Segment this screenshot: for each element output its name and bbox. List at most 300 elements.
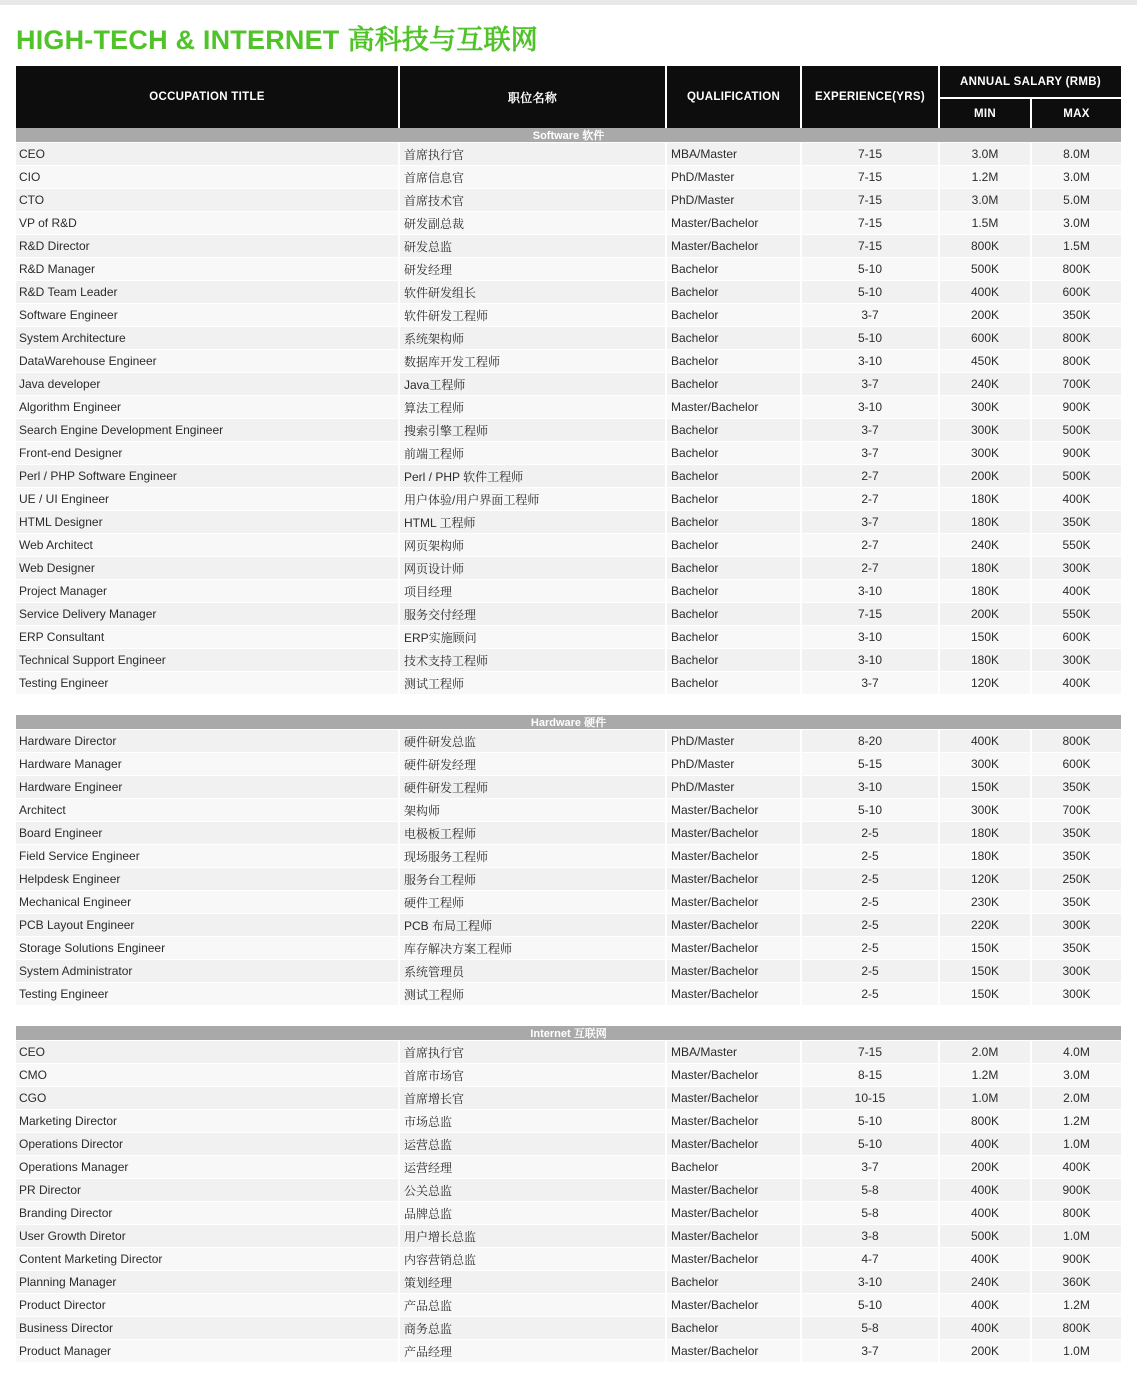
cell-qualification: MBA/Master	[665, 143, 800, 165]
cell-title-zh: 品牌总监	[398, 1202, 665, 1224]
col-header-max: MAX	[1030, 97, 1121, 128]
cell-occupation: System Architecture	[16, 327, 398, 349]
cell-experience: 3-10	[800, 776, 938, 798]
cell-title-zh: 产品经理	[398, 1340, 665, 1362]
cell-occupation: Front-end Designer	[16, 442, 398, 464]
cell-title-zh: 技术支持工程师	[398, 649, 665, 671]
cell-salary-max: 350K	[1030, 937, 1121, 959]
cell-title-zh: 测试工程师	[398, 672, 665, 694]
cell-salary-max: 900K	[1030, 1179, 1121, 1201]
cell-salary-max: 600K	[1030, 753, 1121, 775]
cell-title-zh: 首席执行官	[398, 143, 665, 165]
cell-title-zh: 首席执行官	[398, 1041, 665, 1063]
cell-salary-min: 150K	[938, 983, 1030, 1005]
cell-salary-max: 800K	[1030, 1317, 1121, 1339]
cell-salary-max: 800K	[1030, 350, 1121, 372]
cell-qualification: Master/Bachelor	[665, 914, 800, 936]
cell-qualification: Master/Bachelor	[665, 1340, 800, 1362]
cell-title-zh: 运营总监	[398, 1133, 665, 1155]
cell-experience: 3-10	[800, 626, 938, 648]
cell-experience: 2-7	[800, 557, 938, 579]
cell-experience: 2-5	[800, 845, 938, 867]
cell-salary-min: 230K	[938, 891, 1030, 913]
cell-occupation: Storage Solutions Engineer	[16, 937, 398, 959]
cell-occupation: Web Designer	[16, 557, 398, 579]
cell-salary-max: 350K	[1030, 511, 1121, 533]
cell-salary-max: 400K	[1030, 580, 1121, 602]
cell-salary-max: 4.0M	[1030, 1041, 1121, 1063]
cell-qualification: Master/Bachelor	[665, 1110, 800, 1132]
cell-salary-max: 400K	[1030, 1156, 1121, 1178]
table-row	[16, 534, 1121, 557]
col-header-title-zh: 职位名称	[398, 66, 665, 128]
table-row	[16, 1064, 1121, 1087]
cell-title-zh: 硬件工程师	[398, 891, 665, 913]
cell-qualification: Bachelor	[665, 488, 800, 510]
cell-qualification: Bachelor	[665, 649, 800, 671]
cell-qualification: Bachelor	[665, 603, 800, 625]
cell-title-zh: ERP实施顾问	[398, 626, 665, 648]
cell-title-zh: 搜索引擎工程师	[398, 419, 665, 441]
cell-experience: 7-15	[800, 603, 938, 625]
table-row	[16, 603, 1121, 626]
page-top-strip	[0, 0, 1137, 5]
col-header-occupation: OCCUPATION TITLE	[149, 91, 265, 103]
cell-title-zh: 软件研发工程师	[398, 304, 665, 326]
cell-occupation: Planning Manager	[16, 1271, 398, 1293]
cell-salary-min: 450K	[938, 350, 1030, 372]
cell-experience: 2-5	[800, 822, 938, 844]
cell-experience: 2-7	[800, 534, 938, 556]
table-row	[16, 557, 1121, 580]
cell-occupation: Project Manager	[16, 580, 398, 602]
cell-qualification: Bachelor	[665, 258, 800, 280]
cell-salary-max: 700K	[1030, 373, 1121, 395]
cell-salary-max: 350K	[1030, 304, 1121, 326]
cell-salary-min: 400K	[938, 1133, 1030, 1155]
page-title-en: HIGH-TECH & INTERNET	[16, 25, 340, 55]
cell-salary-max: 300K	[1030, 914, 1121, 936]
table-row	[16, 281, 1121, 304]
cell-qualification: Bachelor	[665, 442, 800, 464]
table-row	[16, 258, 1121, 281]
cell-salary-min: 800K	[938, 235, 1030, 257]
cell-title-zh: 策划经理	[398, 1271, 665, 1293]
cell-experience: 5-8	[800, 1317, 938, 1339]
page-title	[16, 18, 1121, 57]
page-title-zh: 高科技与互联网	[347, 25, 538, 55]
cell-experience: 3-7	[800, 511, 938, 533]
cell-salary-min: 500K	[938, 258, 1030, 280]
cell-experience: 3-7	[800, 672, 938, 694]
cell-salary-max: 900K	[1030, 1248, 1121, 1270]
cell-qualification: Master/Bachelor	[665, 891, 800, 913]
cell-experience: 4-7	[800, 1248, 938, 1270]
cell-salary-min: 1.2M	[938, 1064, 1030, 1086]
cell-salary-max: 360K	[1030, 1271, 1121, 1293]
table-row	[16, 212, 1121, 235]
cell-title-zh: 首席信息官	[398, 166, 665, 188]
cell-qualification: Master/Bachelor	[665, 1179, 800, 1201]
col-header-annual-salary: ANNUAL SALARY (RMB)	[938, 66, 1121, 97]
table-row	[16, 1110, 1121, 1133]
cell-salary-min: 180K	[938, 488, 1030, 510]
cell-salary-min: 240K	[938, 373, 1030, 395]
cell-salary-max: 400K	[1030, 488, 1121, 510]
table-row	[16, 143, 1121, 166]
cell-salary-max: 500K	[1030, 419, 1121, 441]
cell-occupation: Service Delivery Manager	[16, 603, 398, 625]
cell-occupation: Business Director	[16, 1317, 398, 1339]
cell-qualification: Bachelor	[665, 327, 800, 349]
cell-experience: 3-7	[800, 373, 938, 395]
cell-title-zh: 首席市场官	[398, 1064, 665, 1086]
cell-salary-min: 200K	[938, 1340, 1030, 1362]
section-header: Internet 互联网	[16, 1026, 1121, 1041]
table-row	[16, 1225, 1121, 1248]
cell-salary-max: 550K	[1030, 603, 1121, 625]
cell-occupation: User Growth Diretor	[16, 1225, 398, 1247]
cell-salary-max: 300K	[1030, 649, 1121, 671]
cell-occupation: CEO	[16, 1041, 398, 1063]
table-row	[16, 649, 1121, 672]
cell-experience: 5-8	[800, 1179, 938, 1201]
cell-salary-min: 200K	[938, 304, 1030, 326]
cell-experience: 5-15	[800, 753, 938, 775]
table-body	[16, 128, 1121, 1363]
cell-qualification: Master/Bachelor	[665, 960, 800, 982]
cell-qualification: PhD/Master	[665, 730, 800, 752]
cell-occupation: Java developer	[16, 373, 398, 395]
cell-experience: 8-20	[800, 730, 938, 752]
cell-occupation: Search Engine Development Engineer	[16, 419, 398, 441]
cell-occupation: Board Engineer	[16, 822, 398, 844]
table-row	[16, 580, 1121, 603]
cell-occupation: Testing Engineer	[16, 983, 398, 1005]
cell-title-zh: 软件研发组长	[398, 281, 665, 303]
cell-qualification: Master/Bachelor	[665, 1294, 800, 1316]
cell-salary-min: 400K	[938, 1202, 1030, 1224]
cell-salary-min: 400K	[938, 281, 1030, 303]
cell-salary-min: 400K	[938, 1317, 1030, 1339]
cell-title-zh: 网页架构师	[398, 534, 665, 556]
cell-qualification: Bachelor	[665, 557, 800, 579]
table-row	[16, 327, 1121, 350]
cell-qualification: Bachelor	[665, 1317, 800, 1339]
cell-salary-max: 600K	[1030, 281, 1121, 303]
table-row	[16, 1133, 1121, 1156]
cell-experience: 8-15	[800, 1064, 938, 1086]
cell-title-zh: HTML 工程师	[398, 511, 665, 533]
cell-occupation: VP of R&D	[16, 212, 398, 234]
cell-salary-min: 400K	[938, 730, 1030, 752]
table-row	[16, 419, 1121, 442]
cell-salary-min: 240K	[938, 534, 1030, 556]
table-row	[16, 189, 1121, 212]
table-row	[16, 442, 1121, 465]
cell-experience: 2-5	[800, 960, 938, 982]
cell-occupation: Technical Support Engineer	[16, 649, 398, 671]
cell-salary-max: 1.5M	[1030, 235, 1121, 257]
cell-salary-min: 400K	[938, 1179, 1030, 1201]
cell-title-zh: 商务总监	[398, 1317, 665, 1339]
cell-salary-max: 900K	[1030, 396, 1121, 418]
cell-title-zh: 测试工程师	[398, 983, 665, 1005]
cell-salary-max: 3.0M	[1030, 212, 1121, 234]
cell-title-zh: 用户体验/用户界面工程师	[398, 488, 665, 510]
cell-experience: 3-8	[800, 1225, 938, 1247]
table-row	[16, 235, 1121, 258]
cell-title-zh: 网页设计师	[398, 557, 665, 579]
col-header-experience: EXPERIENCE(YRS)	[800, 66, 938, 128]
cell-salary-min: 400K	[938, 1294, 1030, 1316]
cell-experience: 5-8	[800, 1202, 938, 1224]
cell-salary-max: 3.0M	[1030, 1064, 1121, 1086]
page-content	[0, 18, 1137, 1363]
table-row	[16, 1041, 1121, 1064]
cell-title-zh: 现场服务工程师	[398, 845, 665, 867]
cell-salary-max: 1.0M	[1030, 1340, 1121, 1362]
cell-occupation: Mechanical Engineer	[16, 891, 398, 913]
cell-salary-max: 800K	[1030, 1202, 1121, 1224]
cell-salary-max: 400K	[1030, 672, 1121, 694]
cell-title-zh: 服务交付经理	[398, 603, 665, 625]
cell-occupation: Hardware Manager	[16, 753, 398, 775]
cell-qualification: Master/Bachelor	[665, 212, 800, 234]
cell-qualification: Bachelor	[665, 465, 800, 487]
section-gap	[16, 1006, 1121, 1026]
cell-salary-max: 700K	[1030, 799, 1121, 821]
cell-qualification: Bachelor	[665, 1156, 800, 1178]
cell-occupation: CIO	[16, 166, 398, 188]
cell-qualification: Master/Bachelor	[665, 235, 800, 257]
cell-occupation: Software Engineer	[16, 304, 398, 326]
cell-salary-min: 500K	[938, 1225, 1030, 1247]
cell-salary-max: 800K	[1030, 730, 1121, 752]
cell-salary-min: 3.0M	[938, 189, 1030, 211]
cell-qualification: Master/Bachelor	[665, 1087, 800, 1109]
cell-occupation: R&D Manager	[16, 258, 398, 280]
cell-experience: 5-10	[800, 327, 938, 349]
cell-qualification: Master/Bachelor	[665, 396, 800, 418]
cell-qualification: Bachelor	[665, 580, 800, 602]
table-row	[16, 304, 1121, 327]
cell-salary-max: 350K	[1030, 891, 1121, 913]
table-row	[16, 1248, 1121, 1271]
cell-title-zh: Java工程师	[398, 373, 665, 395]
cell-occupation: Hardware Director	[16, 730, 398, 752]
cell-occupation: UE / UI Engineer	[16, 488, 398, 510]
table-row	[16, 396, 1121, 419]
cell-title-zh: 服务台工程师	[398, 868, 665, 890]
cell-salary-min: 600K	[938, 327, 1030, 349]
cell-qualification: Bachelor	[665, 304, 800, 326]
cell-salary-max: 300K	[1030, 983, 1121, 1005]
table-row	[16, 350, 1121, 373]
cell-qualification: PhD/Master	[665, 753, 800, 775]
cell-title-zh: 电极板工程师	[398, 822, 665, 844]
cell-salary-max: 1.0M	[1030, 1225, 1121, 1247]
cell-qualification: PhD/Master	[665, 166, 800, 188]
cell-occupation: Testing Engineer	[16, 672, 398, 694]
cell-title-zh: 研发总监	[398, 235, 665, 257]
table-row	[16, 373, 1121, 396]
cell-occupation: Field Service Engineer	[16, 845, 398, 867]
cell-occupation: CMO	[16, 1064, 398, 1086]
cell-experience: 7-15	[800, 1041, 938, 1063]
cell-salary-min: 150K	[938, 937, 1030, 959]
table-row	[16, 1202, 1121, 1225]
cell-salary-min: 300K	[938, 442, 1030, 464]
table-row	[16, 914, 1121, 937]
cell-salary-max: 1.2M	[1030, 1110, 1121, 1132]
cell-title-zh: 内容营销总监	[398, 1248, 665, 1270]
cell-experience: 5-10	[800, 281, 938, 303]
cell-salary-max: 1.2M	[1030, 1294, 1121, 1316]
cell-salary-min: 1.5M	[938, 212, 1030, 234]
cell-salary-min: 3.0M	[938, 143, 1030, 165]
cell-experience: 7-15	[800, 189, 938, 211]
cell-occupation: System Administrator	[16, 960, 398, 982]
cell-qualification: Master/Bachelor	[665, 1248, 800, 1270]
cell-salary-max: 300K	[1030, 557, 1121, 579]
cell-salary-max: 900K	[1030, 442, 1121, 464]
cell-salary-min: 300K	[938, 753, 1030, 775]
cell-title-zh: 项目经理	[398, 580, 665, 602]
cell-occupation: R&D Team Leader	[16, 281, 398, 303]
cell-salary-min: 220K	[938, 914, 1030, 936]
cell-salary-max: 500K	[1030, 465, 1121, 487]
cell-salary-min: 300K	[938, 799, 1030, 821]
cell-salary-min: 1.2M	[938, 166, 1030, 188]
cell-title-zh: 运营经理	[398, 1156, 665, 1178]
table-row	[16, 822, 1121, 845]
cell-salary-max: 3.0M	[1030, 166, 1121, 188]
cell-salary-max: 350K	[1030, 822, 1121, 844]
cell-salary-min: 180K	[938, 580, 1030, 602]
cell-qualification: Bachelor	[665, 373, 800, 395]
table-row	[16, 983, 1121, 1006]
cell-qualification: Master/Bachelor	[665, 845, 800, 867]
cell-occupation: Product Manager	[16, 1340, 398, 1362]
cell-experience: 3-10	[800, 580, 938, 602]
cell-salary-min: 1.0M	[938, 1087, 1030, 1109]
cell-salary-min: 240K	[938, 1271, 1030, 1293]
cell-title-zh: 系统架构师	[398, 327, 665, 349]
table-row	[16, 730, 1121, 753]
cell-salary-max: 600K	[1030, 626, 1121, 648]
cell-qualification: Master/Bachelor	[665, 868, 800, 890]
cell-occupation: Branding Director	[16, 1202, 398, 1224]
table-row	[16, 1294, 1121, 1317]
cell-experience: 7-15	[800, 143, 938, 165]
cell-experience: 3-7	[800, 1340, 938, 1362]
cell-salary-max: 300K	[1030, 960, 1121, 982]
section-header: Hardware 硬件	[16, 715, 1121, 730]
cell-title-zh: 硬件研发总监	[398, 730, 665, 752]
cell-title-zh: 硬件研发工程师	[398, 776, 665, 798]
cell-salary-min: 180K	[938, 845, 1030, 867]
cell-qualification: Master/Bachelor	[665, 1064, 800, 1086]
cell-occupation: Architect	[16, 799, 398, 821]
cell-salary-min: 300K	[938, 396, 1030, 418]
cell-qualification: Bachelor	[665, 350, 800, 372]
cell-title-zh: 研发副总裁	[398, 212, 665, 234]
cell-occupation: Algorithm Engineer	[16, 396, 398, 418]
cell-salary-min: 800K	[938, 1110, 1030, 1132]
table-row	[16, 465, 1121, 488]
cell-salary-min: 150K	[938, 960, 1030, 982]
table-row	[16, 1271, 1121, 1294]
cell-experience: 7-15	[800, 235, 938, 257]
cell-occupation: PR Director	[16, 1179, 398, 1201]
cell-experience: 5-10	[800, 1110, 938, 1132]
cell-salary-min: 200K	[938, 465, 1030, 487]
cell-experience: 3-10	[800, 649, 938, 671]
cell-title-zh: 公关总监	[398, 1179, 665, 1201]
cell-qualification: Bachelor	[665, 511, 800, 533]
cell-occupation: PCB Layout Engineer	[16, 914, 398, 936]
cell-qualification: Master/Bachelor	[665, 799, 800, 821]
cell-qualification: Master/Bachelor	[665, 983, 800, 1005]
table-row	[16, 868, 1121, 891]
cell-experience: 3-7	[800, 1156, 938, 1178]
cell-title-zh: 用户增长总监	[398, 1225, 665, 1247]
cell-salary-min: 200K	[938, 1156, 1030, 1178]
cell-title-zh: 首席增长官	[398, 1087, 665, 1109]
cell-experience: 7-15	[800, 212, 938, 234]
cell-qualification: MBA/Master	[665, 1041, 800, 1063]
table-row	[16, 1179, 1121, 1202]
cell-salary-max: 250K	[1030, 868, 1121, 890]
cell-salary-min: 120K	[938, 868, 1030, 890]
cell-title-zh: 算法工程师	[398, 396, 665, 418]
table-row	[16, 166, 1121, 189]
cell-qualification: PhD/Master	[665, 189, 800, 211]
cell-occupation: Web Architect	[16, 534, 398, 556]
cell-experience: 3-7	[800, 304, 938, 326]
cell-occupation: Helpdesk Engineer	[16, 868, 398, 890]
cell-occupation: R&D Director	[16, 235, 398, 257]
table-row	[16, 776, 1121, 799]
cell-experience: 2-5	[800, 868, 938, 890]
cell-title-zh: Perl / PHP 软件工程师	[398, 465, 665, 487]
cell-salary-min: 200K	[938, 603, 1030, 625]
cell-experience: 5-10	[800, 1294, 938, 1316]
cell-salary-max: 800K	[1030, 258, 1121, 280]
cell-qualification: Master/Bachelor	[665, 822, 800, 844]
cell-qualification: Master/Bachelor	[665, 937, 800, 959]
cell-qualification: Master/Bachelor	[665, 1202, 800, 1224]
cell-title-zh: 数据库开发工程师	[398, 350, 665, 372]
cell-occupation: Perl / PHP Software Engineer	[16, 465, 398, 487]
cell-title-zh: 库存解决方案工程师	[398, 937, 665, 959]
cell-occupation: Product Director	[16, 1294, 398, 1316]
cell-salary-max: 5.0M	[1030, 189, 1121, 211]
cell-salary-min: 2.0M	[938, 1041, 1030, 1063]
cell-occupation: CEO	[16, 143, 398, 165]
col-header-min: MIN	[938, 97, 1030, 128]
cell-salary-min: 150K	[938, 776, 1030, 798]
cell-experience: 3-10	[800, 1271, 938, 1293]
cell-salary-min: 180K	[938, 649, 1030, 671]
cell-experience: 2-5	[800, 914, 938, 936]
cell-salary-max: 2.0M	[1030, 1087, 1121, 1109]
table-row	[16, 1340, 1121, 1363]
table-row	[16, 753, 1121, 776]
cell-salary-max: 8.0M	[1030, 143, 1121, 165]
cell-qualification: Bachelor	[665, 1271, 800, 1293]
